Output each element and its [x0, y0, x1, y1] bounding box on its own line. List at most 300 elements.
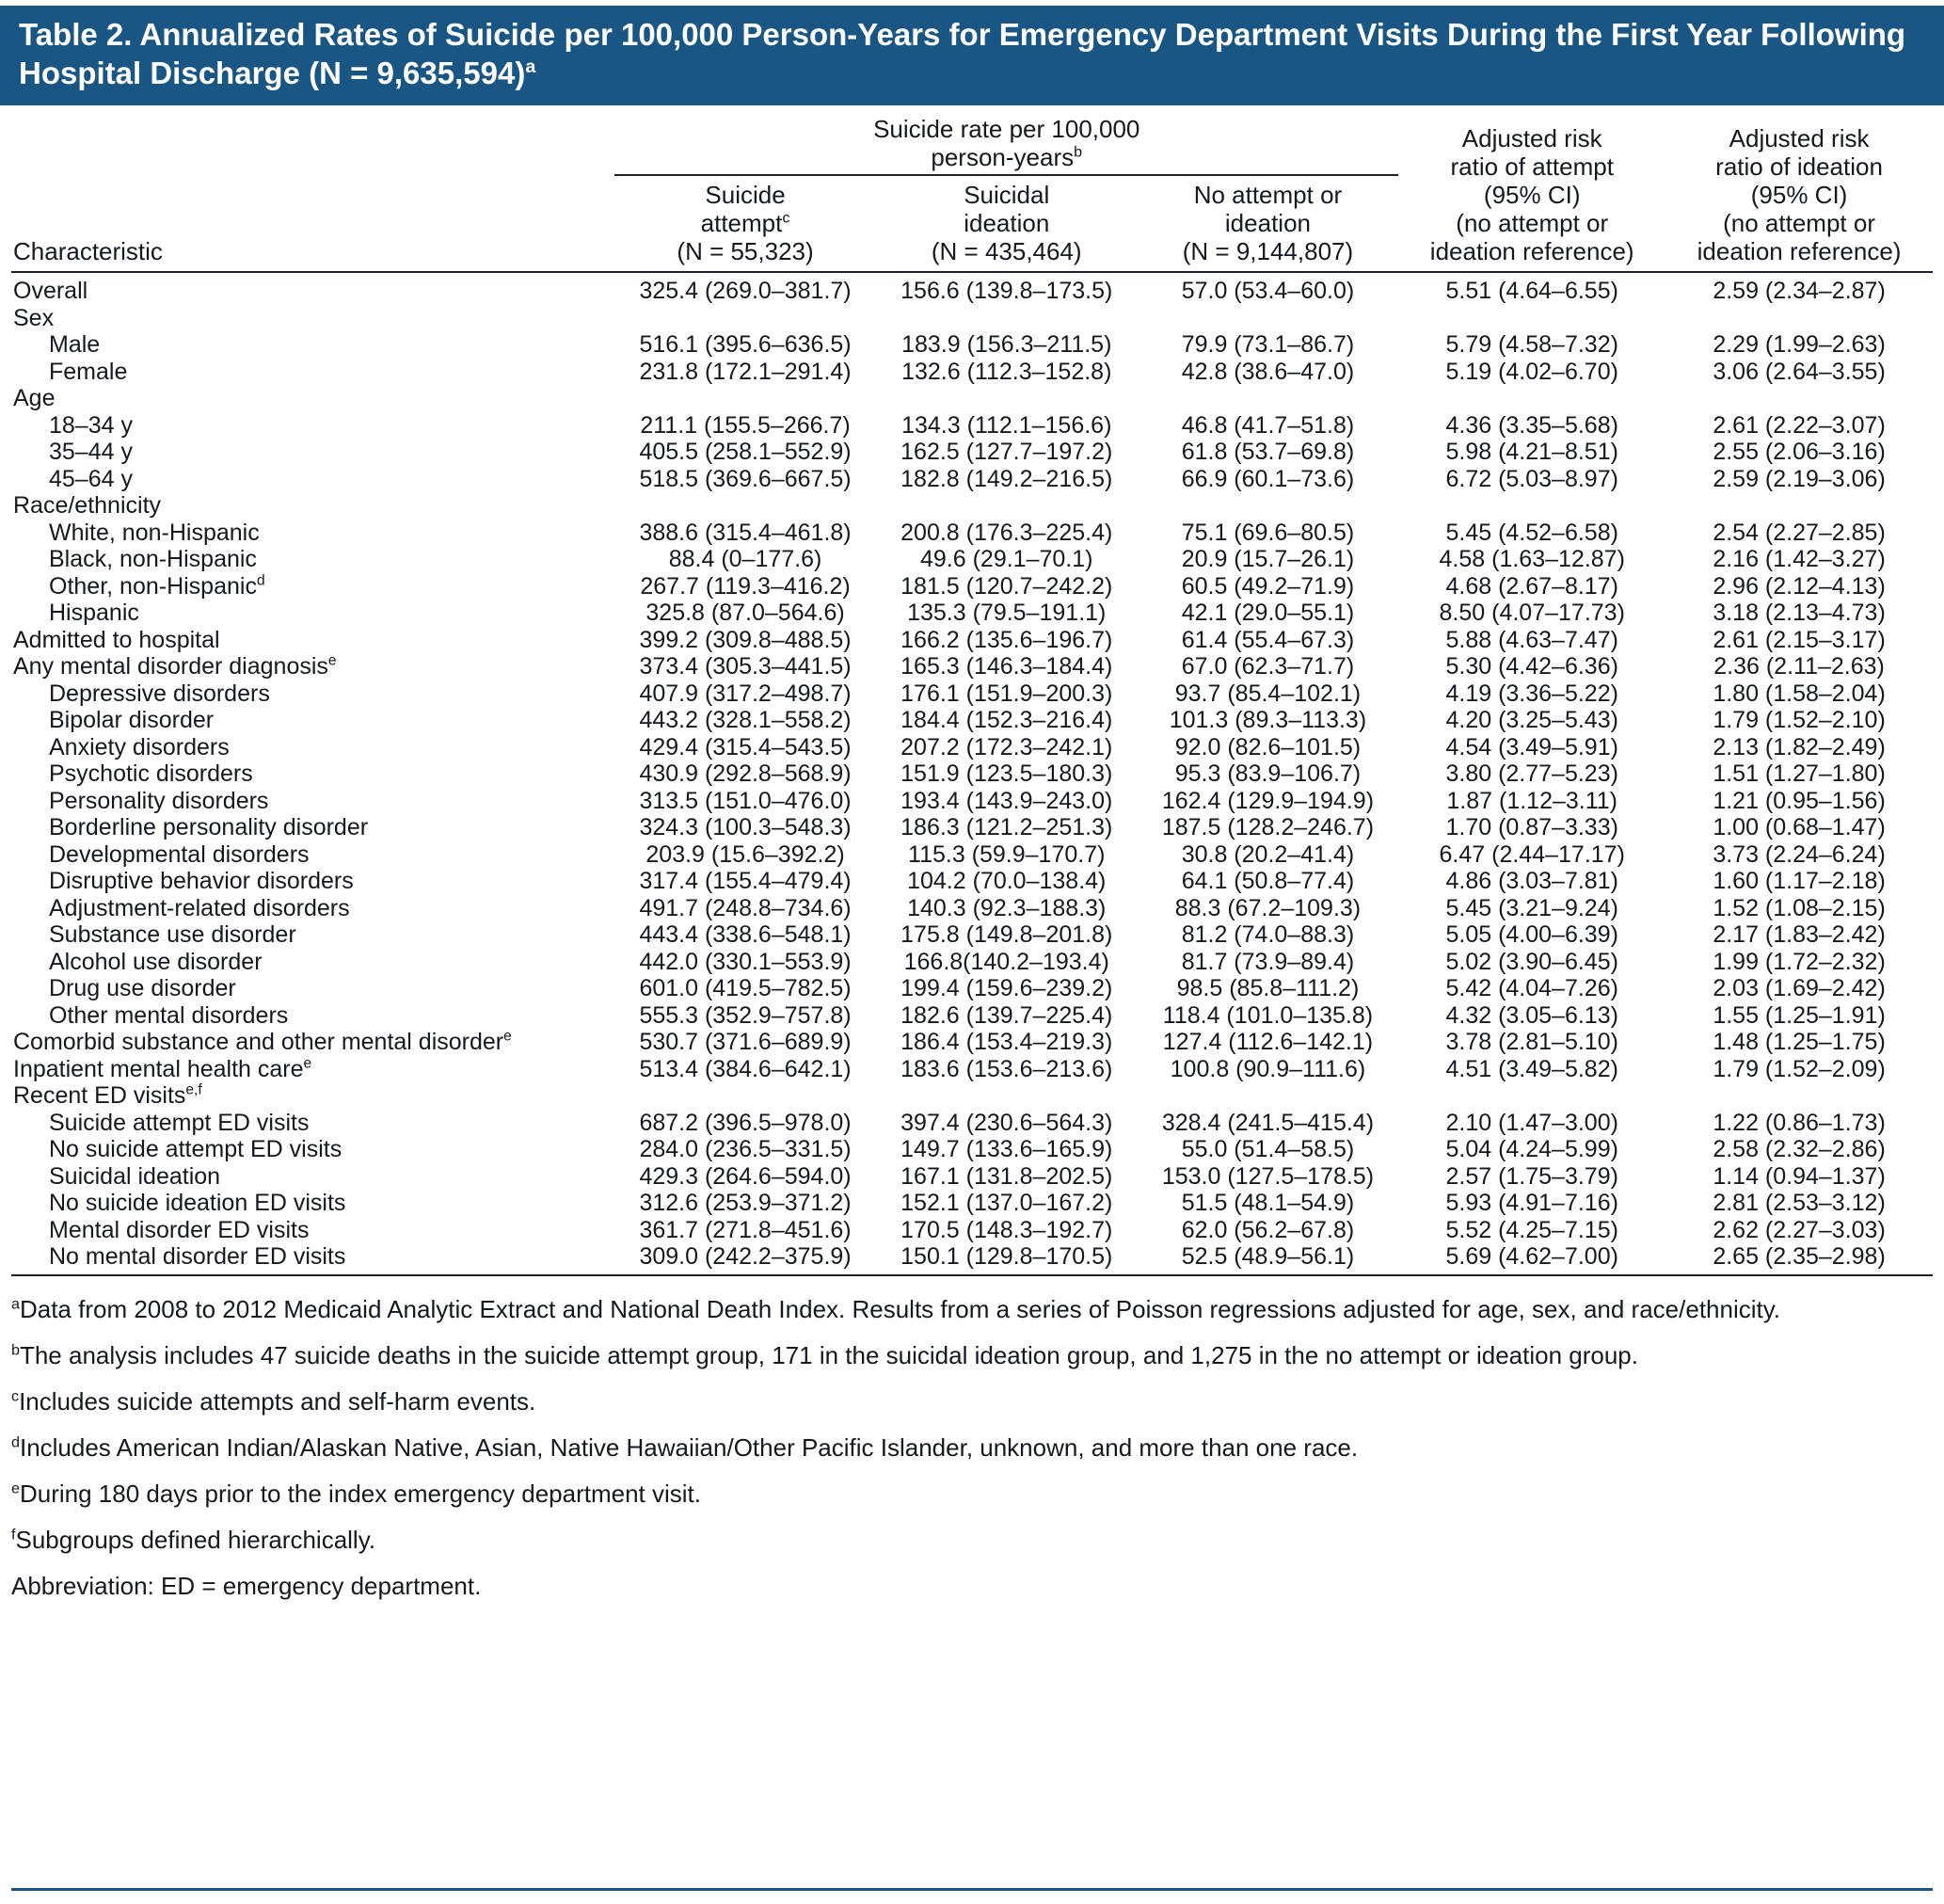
cell-suicide-attempt-rate: 407.9 (317.2–498.7) [639, 680, 852, 707]
cell-suicide-attempt-rate: 442.0 (330.1–553.9) [639, 948, 852, 975]
cell-arr-ideation: 1.60 (1.17–2.18) [1713, 868, 1886, 894]
cell-no-attempt-rate: 95.3 (83.9–106.7) [1174, 760, 1362, 787]
cell-arr-ideation: 1.14 (0.94–1.37) [1713, 1162, 1886, 1190]
footnote-marker: e,f [185, 1081, 202, 1098]
table-title-text: Table 2. Annualized Rates of Suicide per 100,000 Person-Years for Emergency Department Visits During the First Year Following Hospital Discharge (N = 9,635,594) [19, 17, 1906, 90]
cell-arr-attempt: 4.51 (3.49–5.82) [1445, 1055, 1618, 1082]
header-line: ideation reference) [1429, 237, 1634, 265]
row-label: Depressive disorders [49, 680, 270, 707]
table-row [11, 1002, 1933, 1030]
row-label: Borderline personality disorder [49, 814, 369, 840]
cell-suicidal-ideation-rate: 397.4 (230.6–564.3) [900, 1109, 1113, 1136]
cell-arr-attempt: 1.87 (1.12–3.11) [1446, 787, 1618, 814]
cell-arr-ideation: 2.96 (2.12–4.13) [1713, 572, 1886, 600]
cell-arr-attempt: 3.80 (2.77–5.23) [1445, 760, 1618, 787]
cell-suicide-attempt-rate: 399.2 (309.8–488.5) [639, 626, 852, 653]
cell-no-attempt-rate: 61.8 (53.7–69.8) [1181, 439, 1355, 465]
cell-no-attempt-rate: 127.4 (112.6–142.1) [1162, 1029, 1374, 1055]
row-label: No mental disorder ED visits [11, 1243, 614, 1275]
cell-suicide-attempt-rate: 429.4 (315.4–543.5) [639, 733, 852, 760]
cell-no-attempt-rate: 81.2 (74.0–88.3) [1181, 921, 1355, 948]
header-line: (N = 9,144,807) [1182, 237, 1354, 265]
cell-suicidal-ideation-rate [876, 385, 1138, 412]
cell-arr-ideation: 2.16 (1.42–3.27) [1713, 546, 1886, 572]
row-label: Substance use disorder [49, 921, 296, 948]
footnote-marker: e [503, 1028, 512, 1045]
cell-arr-ideation: 1.79 (1.52–2.09) [1713, 1055, 1886, 1082]
cell-arr-ideation: 2.36 (2.11–2.63) [1713, 653, 1885, 680]
cell-suicide-attempt-rate: 373.4 (305.3–441.5) [639, 653, 852, 680]
cell-suicide-attempt-rate [614, 1082, 876, 1110]
table-row [11, 841, 1933, 869]
cell-suicide-attempt-rate: 430.9 (292.8–568.9) [639, 760, 852, 787]
row-label: Anxiety disorders [49, 733, 230, 760]
table-row [11, 546, 1933, 573]
footnote-marker: b [11, 1340, 20, 1358]
cell-no-attempt-rate: 64.1 (50.8–77.4) [1181, 868, 1355, 894]
cell-suicidal-ideation-rate: 186.4 (153.4–219.3) [900, 1029, 1113, 1055]
cell-suicide-attempt-rate [614, 492, 876, 520]
cell-suicidal-ideation-rate: 165.3 (146.3–184.4) [900, 653, 1113, 680]
table-title [19, 15, 1925, 92]
footnotes [11, 1293, 1933, 1602]
cell-suicidal-ideation-rate: 149.7 (133.6–165.9) [900, 1136, 1113, 1162]
table-row [11, 653, 1933, 680]
row-label: Comorbid substance and other mental disorder$^e$ [13, 1028, 512, 1055]
row-label: Personality disorders [49, 787, 269, 814]
cell-suicidal-ideation-rate [876, 492, 1138, 520]
col-header-suicidal-ideation [876, 175, 1138, 272]
header-line: attempt$^c$ [700, 209, 790, 237]
cell-suicide-attempt-rate: 491.7 (248.8–734.6) [639, 894, 852, 921]
cell-arr-ideation: 3.06 (2.64–3.55) [1713, 358, 1886, 385]
cell-suicidal-ideation-rate: 166.8(140.2–193.4) [903, 948, 1109, 975]
cell-arr-ideation: 2.55 (2.06–3.16) [1713, 439, 1886, 465]
table-row [11, 680, 1933, 708]
header-line: Suicide rate per 100,000 [873, 115, 1140, 143]
col-header-suicide-attempt [614, 175, 876, 272]
cell-suicidal-ideation-rate: 166.2 (135.6–196.7) [900, 626, 1113, 653]
cell-arr-attempt: 4.36 (3.35–5.68) [1445, 411, 1618, 439]
col-group-header-suicide-rate [614, 115, 1398, 175]
cell-no-attempt-rate: 55.0 (51.4–58.5) [1181, 1136, 1355, 1162]
table-row [11, 1029, 1933, 1056]
col-header-no-attempt [1138, 175, 1399, 272]
cell-arr-ideation: 2.61 (2.15–3.17) [1713, 626, 1886, 653]
cell-suicide-attempt-rate: 203.9 (15.6–392.2) [645, 840, 845, 868]
table-row [11, 359, 1933, 386]
cell-suicidal-ideation-rate [876, 305, 1138, 332]
cell-arr-attempt: 5.79 (4.58–7.32) [1445, 331, 1618, 358]
cell-no-attempt-rate: 30.8 (20.2–41.4) [1181, 840, 1355, 868]
cell-suicide-attempt-rate: 231.8 (172.1–291.4) [639, 358, 852, 385]
cell-arr-ideation [1665, 492, 1933, 520]
cell-suicidal-ideation-rate: 182.6 (139.7–225.4) [900, 1001, 1113, 1029]
cell-suicidal-ideation-rate: 175.8 (149.8–201.8) [900, 921, 1113, 948]
header-line: ideation [1224, 209, 1311, 237]
cell-arr-ideation: 1.21 (0.95–1.56) [1713, 787, 1886, 814]
row-label: Bipolar disorder [49, 707, 215, 733]
header-line: (no attempt or [1456, 209, 1609, 237]
cell-suicidal-ideation-rate: 170.5 (148.3–192.7) [900, 1216, 1113, 1243]
cell-suicide-attempt-rate: 513.4 (384.6–642.1) [639, 1055, 852, 1082]
table-row [11, 814, 1933, 841]
row-label: Hispanic [49, 600, 139, 626]
cell-arr-attempt: 5.04 (4.24–5.99) [1445, 1136, 1618, 1162]
cell-arr-ideation: 2.29 (1.99–2.63) [1713, 331, 1886, 358]
cell-arr-attempt [1398, 305, 1665, 332]
data-table [11, 115, 1933, 1276]
cell-suicidal-ideation-rate: 132.6 (112.3–152.8) [901, 358, 1112, 385]
cell-no-attempt-rate: 328.4 (241.5–415.4) [1161, 1109, 1375, 1136]
header-line: No attempt or [1193, 181, 1343, 209]
cell-suicide-attempt-rate [614, 385, 876, 412]
header-line: (N = 55,323) [677, 237, 814, 265]
cell-suicidal-ideation-rate: 193.4 (143.9–243.0) [900, 787, 1113, 814]
cell-no-attempt-rate: 75.1 (69.6–80.5) [1181, 519, 1355, 546]
cell-no-attempt-rate: 42.8 (38.6–47.0) [1181, 358, 1355, 385]
cell-arr-attempt: 6.47 (2.44–17.17) [1439, 840, 1625, 868]
row-label: Suicide attempt ED visits [49, 1109, 310, 1136]
cell-no-attempt-rate: 93.7 (85.4–102.1) [1174, 680, 1362, 707]
cell-arr-attempt: 4.20 (3.25–5.43) [1445, 707, 1618, 733]
cell-suicide-attempt-rate: 530.7 (371.6–689.9) [639, 1029, 852, 1055]
cell-suicidal-ideation-rate [876, 1082, 1138, 1110]
cell-suicidal-ideation-rate: 176.1 (151.9–200.3) [900, 680, 1113, 707]
row-label: 35–44 y [49, 439, 133, 465]
cell-arr-attempt: 4.54 (3.49–5.91) [1445, 733, 1618, 760]
cell-arr-attempt: 5.45 (4.52–6.58) [1445, 519, 1618, 546]
cell-suicide-attempt-rate: 361.7 (271.8–451.6) [639, 1216, 852, 1243]
row-label: Overall [13, 278, 88, 304]
footnote: $^c$Includes suicide attempts and self-harm events. [11, 1386, 536, 1416]
cell-no-attempt-rate: 162.4 (129.9–194.9) [1161, 787, 1375, 814]
cell-suicidal-ideation-rate: 140.3 (92.3–188.3) [907, 894, 1107, 921]
cell-suicidal-ideation-rate: 134.3 (112.1–156.6) [901, 411, 1112, 439]
cell-arr-ideation [1665, 1082, 1933, 1110]
cell-suicidal-ideation-rate: 156.6 (139.8–173.5) [900, 278, 1113, 304]
header-line: ratio of ideation [1715, 152, 1883, 181]
cell-suicide-attempt-rate: 309.0 (242.2–375.9) [614, 1243, 876, 1275]
footnote-marker: c [782, 209, 790, 227]
table-row [11, 627, 1933, 654]
cell-no-attempt-rate: 153.0 (127.5–178.5) [1161, 1162, 1375, 1190]
table-row [11, 975, 1933, 1002]
cell-arr-ideation: 1.80 (1.58–2.04) [1713, 680, 1886, 707]
row-label: Inpatient mental health care$^e$ [13, 1055, 312, 1082]
cell-suicide-attempt-rate: 518.5 (369.6–667.5) [639, 465, 852, 492]
footnote: $^b$The analysis includes 47 suicide deaths in the suicide attempt group, 171 in the suicidal ideation group, and 1,275 in the no attempt or ideation group. [11, 1340, 1638, 1369]
cell-arr-attempt: 5.52 (4.25–7.15) [1445, 1216, 1618, 1243]
cell-suicide-attempt-rate: 211.1 (155.5–266.7) [640, 411, 851, 439]
row-label: Developmental disorders [49, 840, 310, 868]
cell-arr-ideation: 1.55 (1.25–1.91) [1713, 1001, 1886, 1029]
cell-arr-attempt: 6.72 (5.03–8.97) [1445, 465, 1618, 492]
cell-arr-attempt: 4.86 (3.03–7.81) [1445, 868, 1618, 894]
cell-no-attempt-rate: 51.5 (48.1–54.9) [1181, 1190, 1355, 1216]
row-label: Psychotic disorders [49, 760, 253, 787]
cell-arr-ideation: 1.51 (1.27–1.80) [1713, 760, 1886, 787]
table-row [11, 520, 1933, 547]
section-row [11, 492, 1933, 520]
cell-suicidal-ideation-rate: 151.9 (123.5–180.3) [900, 760, 1113, 787]
row-label: Recent ED visits$^{e,f}$ [13, 1081, 202, 1109]
cell-suicidal-ideation-rate: 207.2 (172.3–242.1) [900, 733, 1113, 760]
header-line: (95% CI) [1750, 181, 1848, 209]
cell-suicidal-ideation-rate: 115.3 (59.9–170.7) [908, 840, 1106, 868]
table-row [11, 1056, 1933, 1083]
row-label: Age [13, 385, 56, 411]
cell-arr-attempt: 4.68 (2.67–8.17) [1445, 572, 1618, 600]
cell-arr-attempt: 5.42 (4.04–7.26) [1445, 975, 1618, 1001]
footnote-marker: e [327, 652, 337, 669]
footnote-marker: e [11, 1479, 20, 1496]
cell-no-attempt-rate: 61.4 (55.4–67.3) [1181, 626, 1355, 653]
table-row [11, 412, 1933, 440]
cell-suicide-attempt-rate: 516.1 (395.6–636.5) [639, 331, 852, 358]
footnote: $^f$Subgroups defined hierarchically. [11, 1525, 376, 1554]
table-row [11, 949, 1933, 976]
cell-arr-ideation: 2.81 (2.53–3.12) [1713, 1190, 1886, 1216]
header-line: ideation reference) [1697, 237, 1902, 265]
table-row [11, 895, 1933, 922]
cell-arr-ideation: 1.79 (1.52–2.10) [1713, 707, 1886, 733]
cell-no-attempt-rate: 62.0 (56.2–67.8) [1181, 1216, 1355, 1243]
table-row [11, 573, 1933, 600]
cell-suicidal-ideation-rate: 199.4 (159.6–239.2) [900, 975, 1113, 1001]
cell-arr-attempt [1398, 1082, 1665, 1110]
cell-arr-attempt: 5.02 (3.90–6.45) [1445, 948, 1618, 975]
header-line: Suicide [705, 181, 786, 209]
col-header-arr-ideation [1665, 115, 1933, 272]
cell-no-attempt-rate: 46.8 (41.7–51.8) [1181, 411, 1355, 439]
footnote: $^a$Data from 2008 to 2012 Medicaid Analytic Extract and National Death Index. Results from a series of Poisson regressions adjusted for age, sex, and race/ethnicity. [11, 1294, 1781, 1323]
row-label: Any mental disorder diagnosis$^e$ [13, 652, 337, 680]
cell-arr-attempt: 5.45 (3.21–9.24) [1445, 894, 1618, 921]
footnote-marker: a [11, 1294, 20, 1312]
cell-no-attempt-rate: 57.0 (53.4–60.0) [1181, 278, 1355, 304]
cell-suicide-attempt-rate: 317.4 (155.4–479.4) [639, 868, 852, 894]
col-header-characteristic: Characteristic [11, 115, 614, 272]
cell-no-attempt-rate: 88.3 (67.2–109.3) [1174, 894, 1362, 921]
cell-suicide-attempt-rate: 429.3 (264.6–594.0) [639, 1162, 852, 1190]
header-line: (95% CI) [1483, 181, 1581, 209]
cell-arr-ideation: 1.00 (0.68–1.47) [1713, 814, 1886, 840]
cell-suicidal-ideation-rate: 186.3 (121.2–251.3) [900, 814, 1113, 840]
row-label: 18–34 y [49, 411, 133, 439]
row-label: No suicide attempt ED visits [49, 1136, 343, 1162]
table-row [11, 272, 1933, 305]
row-label: Sex [13, 304, 55, 331]
cell-suicide-attempt-rate: 443.2 (328.1–558.2) [639, 707, 852, 733]
table-row [11, 921, 1933, 949]
header-line: Adjusted risk [1729, 124, 1870, 152]
cell-no-attempt-rate: 101.3 (89.3–113.3) [1169, 707, 1367, 733]
row-label: Race/ethnicity [13, 492, 162, 519]
table-row [11, 1243, 1933, 1275]
cell-arr-attempt: 2.10 (1.47–3.00) [1445, 1109, 1618, 1136]
cell-arr-attempt: 4.19 (3.36–5.22) [1445, 680, 1618, 707]
cell-arr-ideation: 2.65 (2.35–2.98) [1665, 1243, 1933, 1275]
cell-suicide-attempt-rate: 388.6 (315.4–461.8) [639, 519, 852, 546]
header-line: Adjusted risk [1461, 124, 1602, 152]
cell-no-attempt-rate: 100.8 (90.9–111.6) [1170, 1055, 1366, 1082]
cell-arr-ideation: 2.61 (2.22–3.07) [1713, 411, 1886, 439]
section-row [11, 385, 1933, 412]
cell-suicidal-ideation-rate: 162.5 (127.7–197.2) [900, 439, 1113, 465]
cell-suicide-attempt-rate: 313.5 (151.0–476.0) [639, 787, 852, 814]
cell-arr-ideation: 2.58 (2.32–2.86) [1713, 1136, 1886, 1162]
footnote: $^d$Includes American Indian/Alaskan Native, Asian, Native Hawaiian/Other Pacific Islander, unknown, and more than one race. [11, 1432, 1359, 1462]
cell-suicidal-ideation-rate: 200.8 (176.3–225.4) [900, 519, 1113, 546]
cell-arr-attempt: 4.32 (3.05–6.13) [1445, 1001, 1618, 1029]
cell-arr-ideation: 2.62 (2.27–3.03) [1713, 1216, 1886, 1243]
cell-arr-attempt: 4.58 (1.63–12.87) [1439, 546, 1625, 572]
section-row [11, 1082, 1933, 1110]
cell-no-attempt-rate [1138, 305, 1399, 332]
table-row [11, 734, 1933, 761]
row-label: Disruptive behavior disorders [49, 868, 354, 894]
cell-arr-ideation [1665, 385, 1933, 412]
cell-arr-attempt: 5.88 (4.63–7.47) [1445, 626, 1618, 653]
cell-arr-ideation: 2.03 (1.69–2.42) [1713, 975, 1886, 1001]
cell-suicidal-ideation-rate: 183.6 (153.6–213.6) [900, 1055, 1113, 1082]
cell-arr-ideation: 1.48 (1.25–1.75) [1713, 1029, 1886, 1055]
table-row [11, 1217, 1933, 1244]
table-row [11, 439, 1933, 466]
table-title-footnote-marker: a [525, 56, 536, 77]
header-line: (N = 435,464) [931, 237, 1082, 265]
header-line: ratio of attempt [1450, 152, 1614, 181]
cell-arr-attempt: 1.70 (0.87–3.33) [1445, 814, 1618, 840]
cell-suicidal-ideation-rate: 184.4 (152.3–216.4) [900, 707, 1113, 733]
cell-suicidal-ideation-rate: 150.1 (129.8–170.5) [876, 1243, 1138, 1275]
row-label: Alcohol use disorder [49, 948, 263, 975]
cell-no-attempt-rate: 81.7 (73.9–89.4) [1181, 948, 1355, 975]
row-label: Mental disorder ED visits [49, 1216, 310, 1243]
cell-arr-attempt: 5.05 (4.00–6.39) [1445, 921, 1618, 948]
cell-arr-ideation: 3.18 (2.13–4.73) [1713, 600, 1886, 626]
cell-arr-ideation: 1.52 (1.08–2.15) [1713, 894, 1886, 921]
cell-suicidal-ideation-rate: 181.5 (120.7–242.2) [900, 572, 1113, 600]
cell-no-attempt-rate: 79.9 (73.1–86.7) [1181, 331, 1355, 358]
footnote-marker: c [11, 1386, 20, 1404]
footnote-marker: d [11, 1432, 20, 1450]
cell-arr-attempt: 3.78 (2.81–5.10) [1445, 1029, 1618, 1055]
row-label: Other mental disorders [49, 1001, 289, 1029]
header-line: person-years$^b$ [931, 143, 1083, 171]
cell-suicide-attempt-rate: 443.4 (338.6–548.1) [639, 921, 852, 948]
cell-suicide-attempt-rate: 88.4 (0–177.6) [668, 546, 822, 572]
table-row [11, 1110, 1933, 1137]
table-title-band [0, 6, 1944, 105]
cell-no-attempt-rate: 66.9 (60.1–73.6) [1181, 465, 1355, 492]
row-label: White, non-Hispanic [49, 519, 260, 546]
row-label: Female [49, 358, 128, 385]
table-row [11, 788, 1933, 815]
cell-arr-attempt [1398, 492, 1665, 520]
row-label: Male [49, 331, 101, 358]
section-row [11, 305, 1933, 332]
row-label: Adjustment-related disorders [49, 894, 350, 921]
table-row [11, 760, 1933, 788]
cell-no-attempt-rate: 92.0 (82.6–101.5) [1174, 733, 1362, 760]
cell-suicide-attempt-rate: 325.4 (269.0–381.7) [639, 278, 852, 304]
row-label: Admitted to hospital [13, 626, 220, 653]
cell-no-attempt-rate: 42.1 (29.0–55.1) [1181, 600, 1355, 626]
cell-arr-ideation: 2.13 (1.82–2.49) [1713, 733, 1886, 760]
cell-arr-attempt: 5.98 (4.21–8.51) [1445, 439, 1618, 465]
abbreviation-note: Abbreviation: ED = emergency department. [11, 1571, 482, 1600]
cell-arr-attempt: 5.69 (4.62–7.00) [1398, 1243, 1665, 1275]
cell-no-attempt-rate [1138, 1082, 1399, 1110]
bottom-rule [11, 1888, 1933, 1891]
row-label: 45–64 y [49, 465, 133, 492]
cell-arr-attempt: 5.51 (4.64–6.55) [1445, 278, 1618, 304]
footnote-marker: d [256, 572, 265, 589]
cell-no-attempt-rate: 98.5 (85.8–111.2) [1176, 975, 1360, 1001]
row-label: Suicidal ideation [49, 1162, 221, 1190]
cell-suicidal-ideation-rate: 104.2 (70.0–138.4) [907, 868, 1107, 894]
header-line: Suicidal [964, 181, 1050, 209]
row-label: Other, non-Hispanic$^d$ [49, 572, 265, 600]
cell-suicide-attempt-rate: 284.0 (236.5–331.5) [639, 1136, 852, 1162]
table-row [11, 466, 1933, 493]
table-row [11, 868, 1933, 895]
header-line: ideation [964, 209, 1050, 237]
cell-suicide-attempt-rate: 405.5 (258.1–552.9) [639, 439, 852, 465]
cell-no-attempt-rate: 67.0 (62.3–71.7) [1181, 653, 1355, 680]
cell-suicide-attempt-rate: 312.6 (253.9–371.2) [639, 1190, 852, 1216]
cell-arr-ideation: 1.99 (1.72–2.32) [1713, 948, 1886, 975]
cell-no-attempt-rate [1138, 385, 1399, 412]
table-row [11, 707, 1933, 734]
cell-arr-attempt: 5.30 (4.42–6.36) [1445, 653, 1618, 680]
cell-suicide-attempt-rate: 601.0 (419.5–782.5) [639, 975, 852, 1001]
table-header [11, 115, 1933, 272]
cell-arr-ideation: 3.73 (2.24–6.24) [1713, 840, 1886, 868]
table-body [11, 272, 1933, 1275]
cell-suicidal-ideation-rate: 135.3 (79.5–191.1) [907, 600, 1107, 626]
cell-arr-ideation: 2.59 (2.34–2.87) [1713, 278, 1886, 304]
header-line: (no attempt or [1723, 209, 1875, 237]
row-label: Black, non-Hispanic [49, 546, 257, 572]
table-row [11, 1136, 1933, 1163]
cell-suicidal-ideation-rate: 183.9 (156.3–211.5) [901, 331, 1112, 358]
cell-arr-ideation: 2.54 (2.27–2.85) [1713, 519, 1886, 546]
cell-suicide-attempt-rate: 324.3 (100.3–548.3) [639, 814, 852, 840]
cell-suicide-attempt-rate: 325.8 (87.0–564.6) [645, 600, 845, 626]
cell-suicidal-ideation-rate: 167.1 (131.8–202.5) [900, 1162, 1113, 1190]
cell-suicide-attempt-rate: 267.7 (119.3–416.2) [640, 572, 851, 600]
cell-arr-attempt: 2.57 (1.75–3.79) [1445, 1162, 1618, 1190]
cell-suicide-attempt-rate [614, 305, 876, 332]
cell-suicidal-ideation-rate: 152.1 (137.0–167.2) [900, 1190, 1113, 1216]
table-row [11, 1163, 1933, 1191]
cell-arr-attempt: 8.50 (4.07–17.73) [1439, 600, 1625, 626]
cell-no-attempt-rate: 52.5 (48.9–56.1) [1138, 1243, 1399, 1275]
footnote-marker: e [303, 1055, 312, 1072]
row-label: No suicide ideation ED visits [49, 1190, 346, 1216]
cell-no-attempt-rate [1138, 492, 1399, 520]
cell-suicidal-ideation-rate: 49.6 (29.1–70.1) [920, 546, 1093, 572]
cell-arr-ideation: 2.17 (1.83–2.42) [1713, 921, 1886, 948]
cell-suicide-attempt-rate: 687.2 (396.5–978.0) [639, 1109, 852, 1136]
footnote-marker: f [11, 1525, 16, 1543]
cell-no-attempt-rate: 20.9 (15.7–26.1) [1181, 546, 1355, 572]
cell-arr-attempt: 5.93 (4.91–7.16) [1445, 1190, 1618, 1216]
cell-arr-ideation: 1.22 (0.86–1.73) [1713, 1109, 1886, 1136]
